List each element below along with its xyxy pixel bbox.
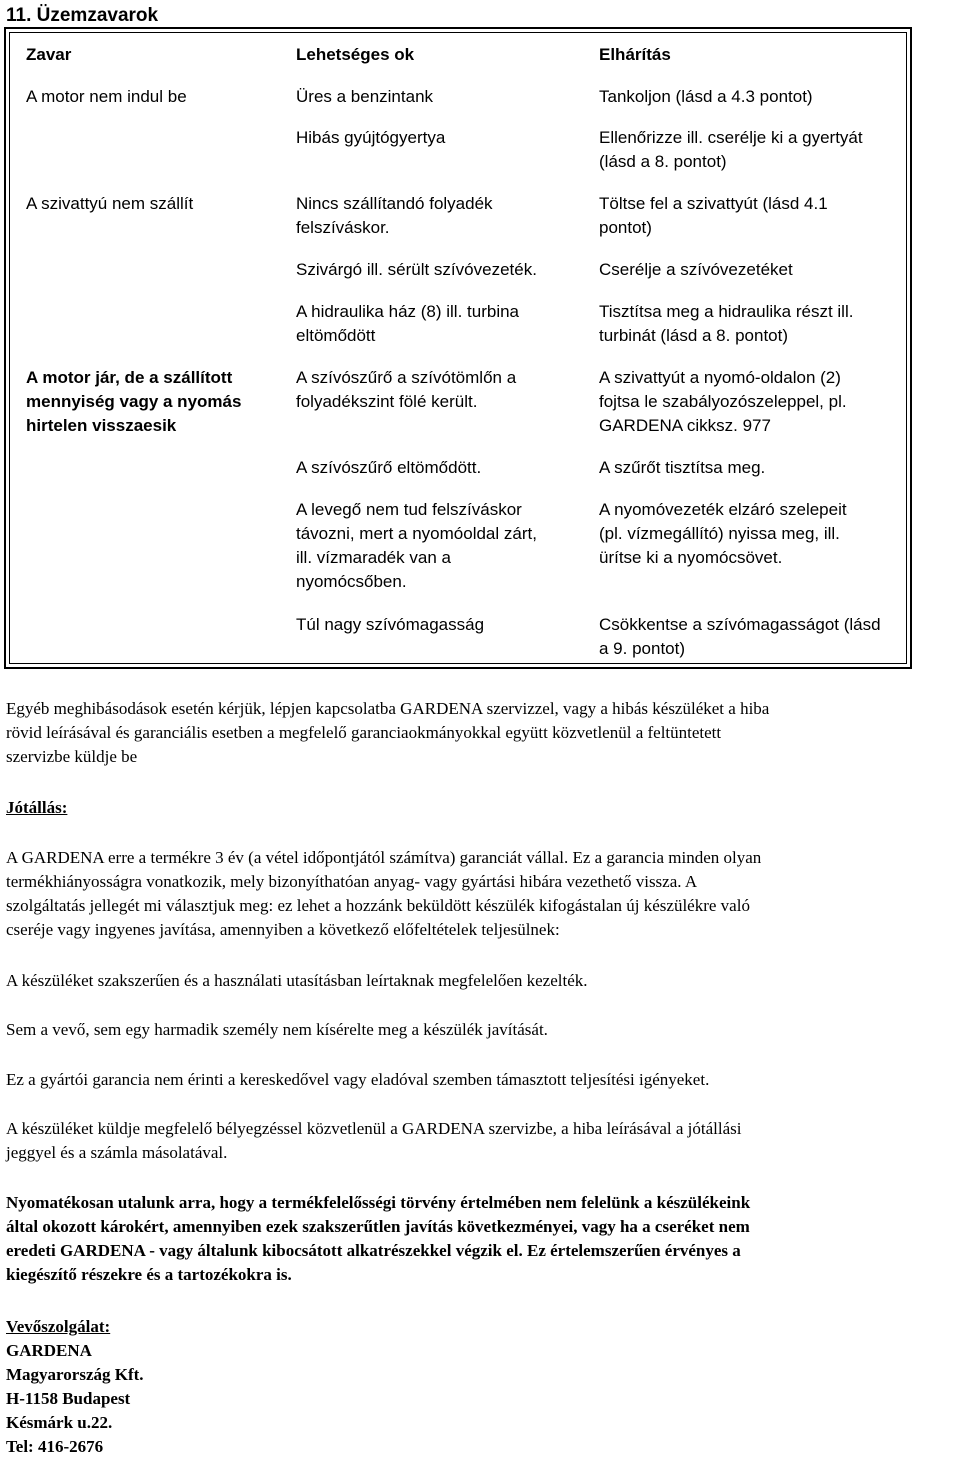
service-title: Vevőszolgálat: bbox=[6, 1317, 111, 1336]
text-line: kiegészítő részekre és a tartozékokra is. bbox=[6, 1265, 292, 1284]
text-line: szolgáltatás jellegét mi választjuk meg: ez lehet a hozzánk beküldött készülék kifogástalan új készülékre való bbox=[6, 896, 750, 915]
text-line: Egyéb meghibásodások esetén kérjük, lépjen kapcsolatba GARDENA szervizzel, vagy a hibás készüléket a hiba bbox=[6, 699, 770, 718]
service-line: Tel: 416-2676 bbox=[6, 1437, 104, 1456]
row-7-elharitas: A nyomóvezeték elzáró szelepeit (pl. vízmegállító) nyissa meg, ill. ürítse ki a nyomócsövet. bbox=[599, 500, 847, 567]
header-lehetseges-ok: Lehetséges ok bbox=[296, 45, 415, 64]
liability-paragraph bbox=[6, 1191, 956, 1287]
service-block bbox=[6, 1315, 956, 1459]
text-line: termékhiányosságra vonatkozik, mely bizonyíthatóan anyag- vagy gyártási hibára vezethető vissza. A bbox=[6, 872, 698, 891]
row-5-zavar: A motor jár, de a szállított mennyiség vagy a nyomás hirtelen visszaesik bbox=[26, 368, 242, 435]
row-3-ok: Szivárgó ill. sérült szívóvezeték. bbox=[296, 260, 537, 279]
row-2-ok: Nincs szállítandó folyadék felszíváskor. bbox=[296, 194, 493, 237]
text-line: eredeti GARDENA - vagy általunk kibocsátott alkatrészekkel végzik el. Ez értelemszerűen érvényes a bbox=[6, 1241, 741, 1260]
row-0-elharitas: Tankoljon (lásd a 4.3 pontot) bbox=[599, 87, 813, 106]
condition-1: A készüléket szakszerűen és a használati utasításban leírtaknak megfelelően kezelték. bbox=[6, 971, 588, 990]
row-8-ok: Túl nagy szívómagasság bbox=[296, 615, 485, 634]
other-faults-paragraph bbox=[6, 697, 956, 769]
text-line: által okozott károkért, amennyiben ezek szakszerűtlen javítás következményei, vagy ha a cseréket nem bbox=[6, 1217, 750, 1236]
text-line: rövid leírásával és garanciális esetben a megfelelő garanciaokmányokkal együtt közvetlenül a feltüntetett bbox=[6, 723, 722, 742]
row-8-elharitas: Csökkentse a szívómagasságot (lásd a 9. pontot) bbox=[599, 615, 881, 658]
row-1-ok: Hibás gyújtógyertya bbox=[296, 128, 446, 147]
service-line: Magyarország Kft. bbox=[6, 1365, 144, 1384]
text-line: A készüléket küldje megfelelő bélyegzéssel közvetlenül a GARDENA szervizbe, a hiba leírásával a jótállási bbox=[6, 1119, 742, 1138]
row-0-zavar: A motor nem indul be bbox=[26, 87, 187, 106]
row-1-elharitas: Ellenőrizze ill. cserélje ki a gyertyát (lásd a 8. pontot) bbox=[599, 128, 863, 171]
section-title: 11. Üzemzavarok bbox=[6, 5, 159, 26]
text-line: cseréje vagy ingyenes javítása, amennyiben a következő előfeltételek teljesülnek: bbox=[6, 920, 560, 939]
row-0-ok: Üres a benzintank bbox=[296, 87, 434, 106]
troubleshooting-table bbox=[4, 27, 912, 669]
row-6-elharitas: A szűrőt tisztítsa meg. bbox=[599, 458, 766, 477]
row-3-elharitas: Cserélje a szívóvezetéket bbox=[599, 260, 793, 279]
warranty-paragraph bbox=[6, 846, 956, 942]
text-line: A GARDENA erre a termékre 3 év (a vétel időpontjától számítva) garanciát vállal. Ez a garancia minden olyan bbox=[6, 848, 762, 867]
row-7-ok: A levegő nem tud felszíváskor távozni, mert a nyomóoldal zárt, ill. vízmaradék van a nyomócsőben. bbox=[296, 500, 537, 591]
service-line: GARDENA bbox=[6, 1341, 92, 1360]
text-line: jeggyel és a számla másolatával. bbox=[6, 1143, 228, 1162]
row-2-zavar: A szivattyú nem szállít bbox=[26, 194, 194, 213]
row-4-elharitas: Tisztítsa meg a hidraulika részt ill. turbinát (lásd a 8. pontot) bbox=[599, 302, 854, 345]
condition-2: Sem a vevő, sem egy harmadik személy nem kísérelte meg a készülék javítását. bbox=[6, 1020, 548, 1039]
warranty-title: Jótállás: bbox=[6, 798, 68, 817]
service-line: Késmárk u.22. bbox=[6, 1413, 113, 1432]
header-zavar: Zavar bbox=[26, 45, 72, 64]
service-line: H-1158 Budapest bbox=[6, 1389, 131, 1408]
text-line: szervizbe küldje be bbox=[6, 747, 138, 766]
row-5-elharitas: A szivattyút a nyomó-oldalon (2) fojtsa le szabályozószeleppel, pl. GARDENA cikksz. 977 bbox=[599, 368, 847, 435]
row-5-ok: A szívószűrő a szívótömlőn a folyadékszint fölé került. bbox=[296, 368, 517, 411]
condition-3: Ez a gyártói garancia nem érinti a kereskedővel vagy eladóval szemben támasztott teljesítési igényeket. bbox=[6, 1070, 710, 1089]
text-line: Nyomatékosan utalunk arra, hogy a termékfelelősségi törvény értelmében nem felelünk a készülékeink bbox=[6, 1193, 751, 1212]
row-6-ok: A szívószűrő eltömődött. bbox=[296, 458, 482, 477]
header-elharitas: Elhárítás bbox=[599, 45, 671, 64]
row-2-elharitas: Töltse fel a szivattyút (lásd 4.1 pontot) bbox=[599, 194, 828, 237]
send-device-paragraph bbox=[6, 1117, 956, 1165]
row-4-ok: A hidraulika ház (8) ill. turbina eltömődött bbox=[296, 302, 520, 345]
